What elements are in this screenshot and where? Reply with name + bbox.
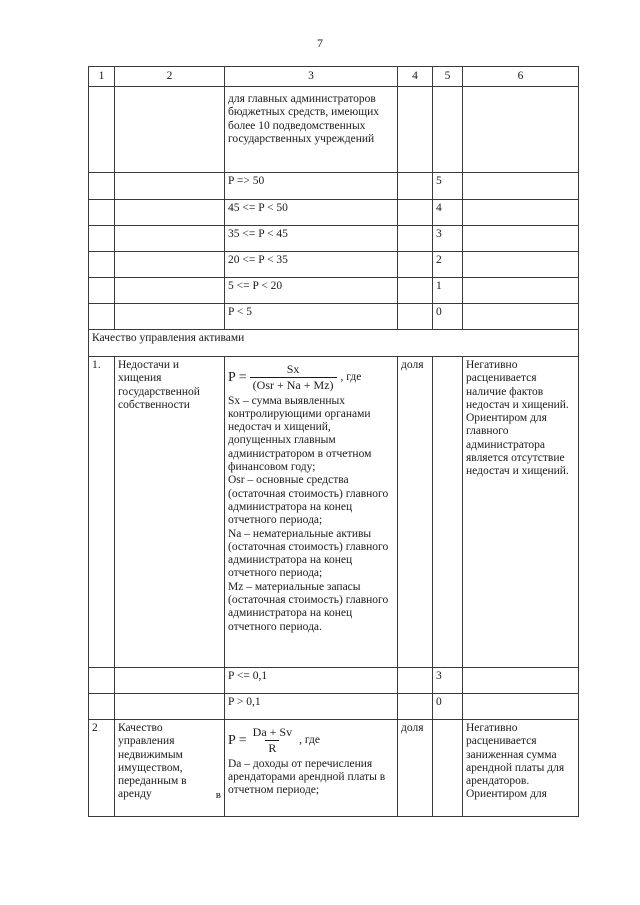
score-row <box>89 278 579 304</box>
indicator-trailing-letter: в <box>215 788 221 801</box>
formula-suffix: , где <box>299 734 320 747</box>
score-condition: 35 <= P < 45 <box>225 226 398 252</box>
description-line: Sx – сумма выявленных контролирующими органами недостач и хищений, допущенных главным администратором в отчетном финансовом году; <box>228 394 372 474</box>
score-condition: 20 <= P < 35 <box>225 252 398 278</box>
intro-row <box>89 87 579 173</box>
indicator-formula-cell <box>225 720 398 817</box>
formula-denominator: R <box>265 740 279 755</box>
score-value: 4 <box>433 200 463 226</box>
header-col-2: 2 <box>115 67 225 87</box>
formula-suffix: , где <box>340 371 362 384</box>
score-value: 3 <box>433 226 463 252</box>
header-col-5: 5 <box>433 67 463 87</box>
indicator-comment: Негативно расценивается наличие фактов недостач и хищений. Ориентиром для главного администратора является отсутствие недостач и хищений. <box>463 357 579 668</box>
indicator-name: Качество управления недвижимым имуществом, переданным в аренду <box>118 722 187 801</box>
score-value: 0 <box>433 694 463 720</box>
score-condition: 5 <= P < 20 <box>225 278 398 304</box>
score-value: 5 <box>433 173 463 200</box>
description-line: Mz – материальные запасы (остаточная стоимость) главного администратора на конец отчетного периода. <box>228 580 389 633</box>
score-condition: P < 5 <box>225 304 398 330</box>
formula-lhs: P = <box>228 370 247 386</box>
header-col-1: 1 <box>89 67 115 87</box>
indicator-unit: доля <box>398 720 433 817</box>
score-value: 3 <box>433 668 463 694</box>
formula-numerator: Sx <box>286 362 300 376</box>
indicator-unit: доля <box>398 357 433 668</box>
formula-description <box>228 395 394 634</box>
score-condition: P => 50 <box>225 173 398 200</box>
score-condition: P > 0,1 <box>225 694 398 720</box>
formula-fraction <box>250 363 337 393</box>
section-row <box>89 330 579 357</box>
indicator-row <box>89 720 579 817</box>
header-row <box>89 67 579 87</box>
formula-lhs: P = <box>228 733 247 749</box>
page-number: 7 <box>317 36 323 50</box>
score-row <box>89 200 579 226</box>
score-condition: 45 <= P < 50 <box>225 200 398 226</box>
indicator-number: 1. <box>89 357 115 668</box>
indicator-comment: Негативно расценивается заниженная сумма арендной платы для арендаторов. Ориентиром для <box>463 720 579 817</box>
header-col-3: 3 <box>225 67 398 87</box>
indicator-row <box>89 357 579 668</box>
indicator-name-cell <box>115 720 225 817</box>
score-value: 1 <box>433 278 463 304</box>
score-row <box>89 173 579 200</box>
intro-text: для главных администраторов бюджетных средств, имеющих более 10 подведомственных государственных учреждений <box>225 87 398 173</box>
score-condition: P <= 0,1 <box>225 668 398 694</box>
header-col-6: 6 <box>463 67 579 87</box>
score-row <box>89 668 579 694</box>
formula-numerator: Da + Sv <box>252 725 293 739</box>
formula <box>228 726 320 756</box>
score-row <box>89 252 579 278</box>
header-col-4: 4 <box>398 67 433 87</box>
indicator-formula-cell <box>225 357 398 668</box>
description-line: Na – нематериальные активы (остаточная стоимость) главного администратора на конец отчетного периода; <box>228 527 389 580</box>
criteria-table <box>88 66 579 817</box>
score-row <box>89 694 579 720</box>
score-row <box>89 226 579 252</box>
score-value: 0 <box>433 304 463 330</box>
formula <box>228 363 361 393</box>
score-row <box>89 304 579 330</box>
formula-denominator: (Osr + Na + Mz) <box>250 377 337 392</box>
formula-description: Da – доходы от перечисления арендаторами арендной платы в отчетном периоде; <box>228 757 386 797</box>
section-title: Качество управления активами <box>89 330 579 357</box>
indicator-name: Недостачи и хищения государственной собственности <box>115 357 225 668</box>
indicator-number: 2 <box>89 720 115 817</box>
description-line: Osr – основные средства (остаточная стоимость) главного администратора на конец отчетного периода; <box>228 474 389 527</box>
score-value: 2 <box>433 252 463 278</box>
formula-fraction <box>250 726 295 756</box>
